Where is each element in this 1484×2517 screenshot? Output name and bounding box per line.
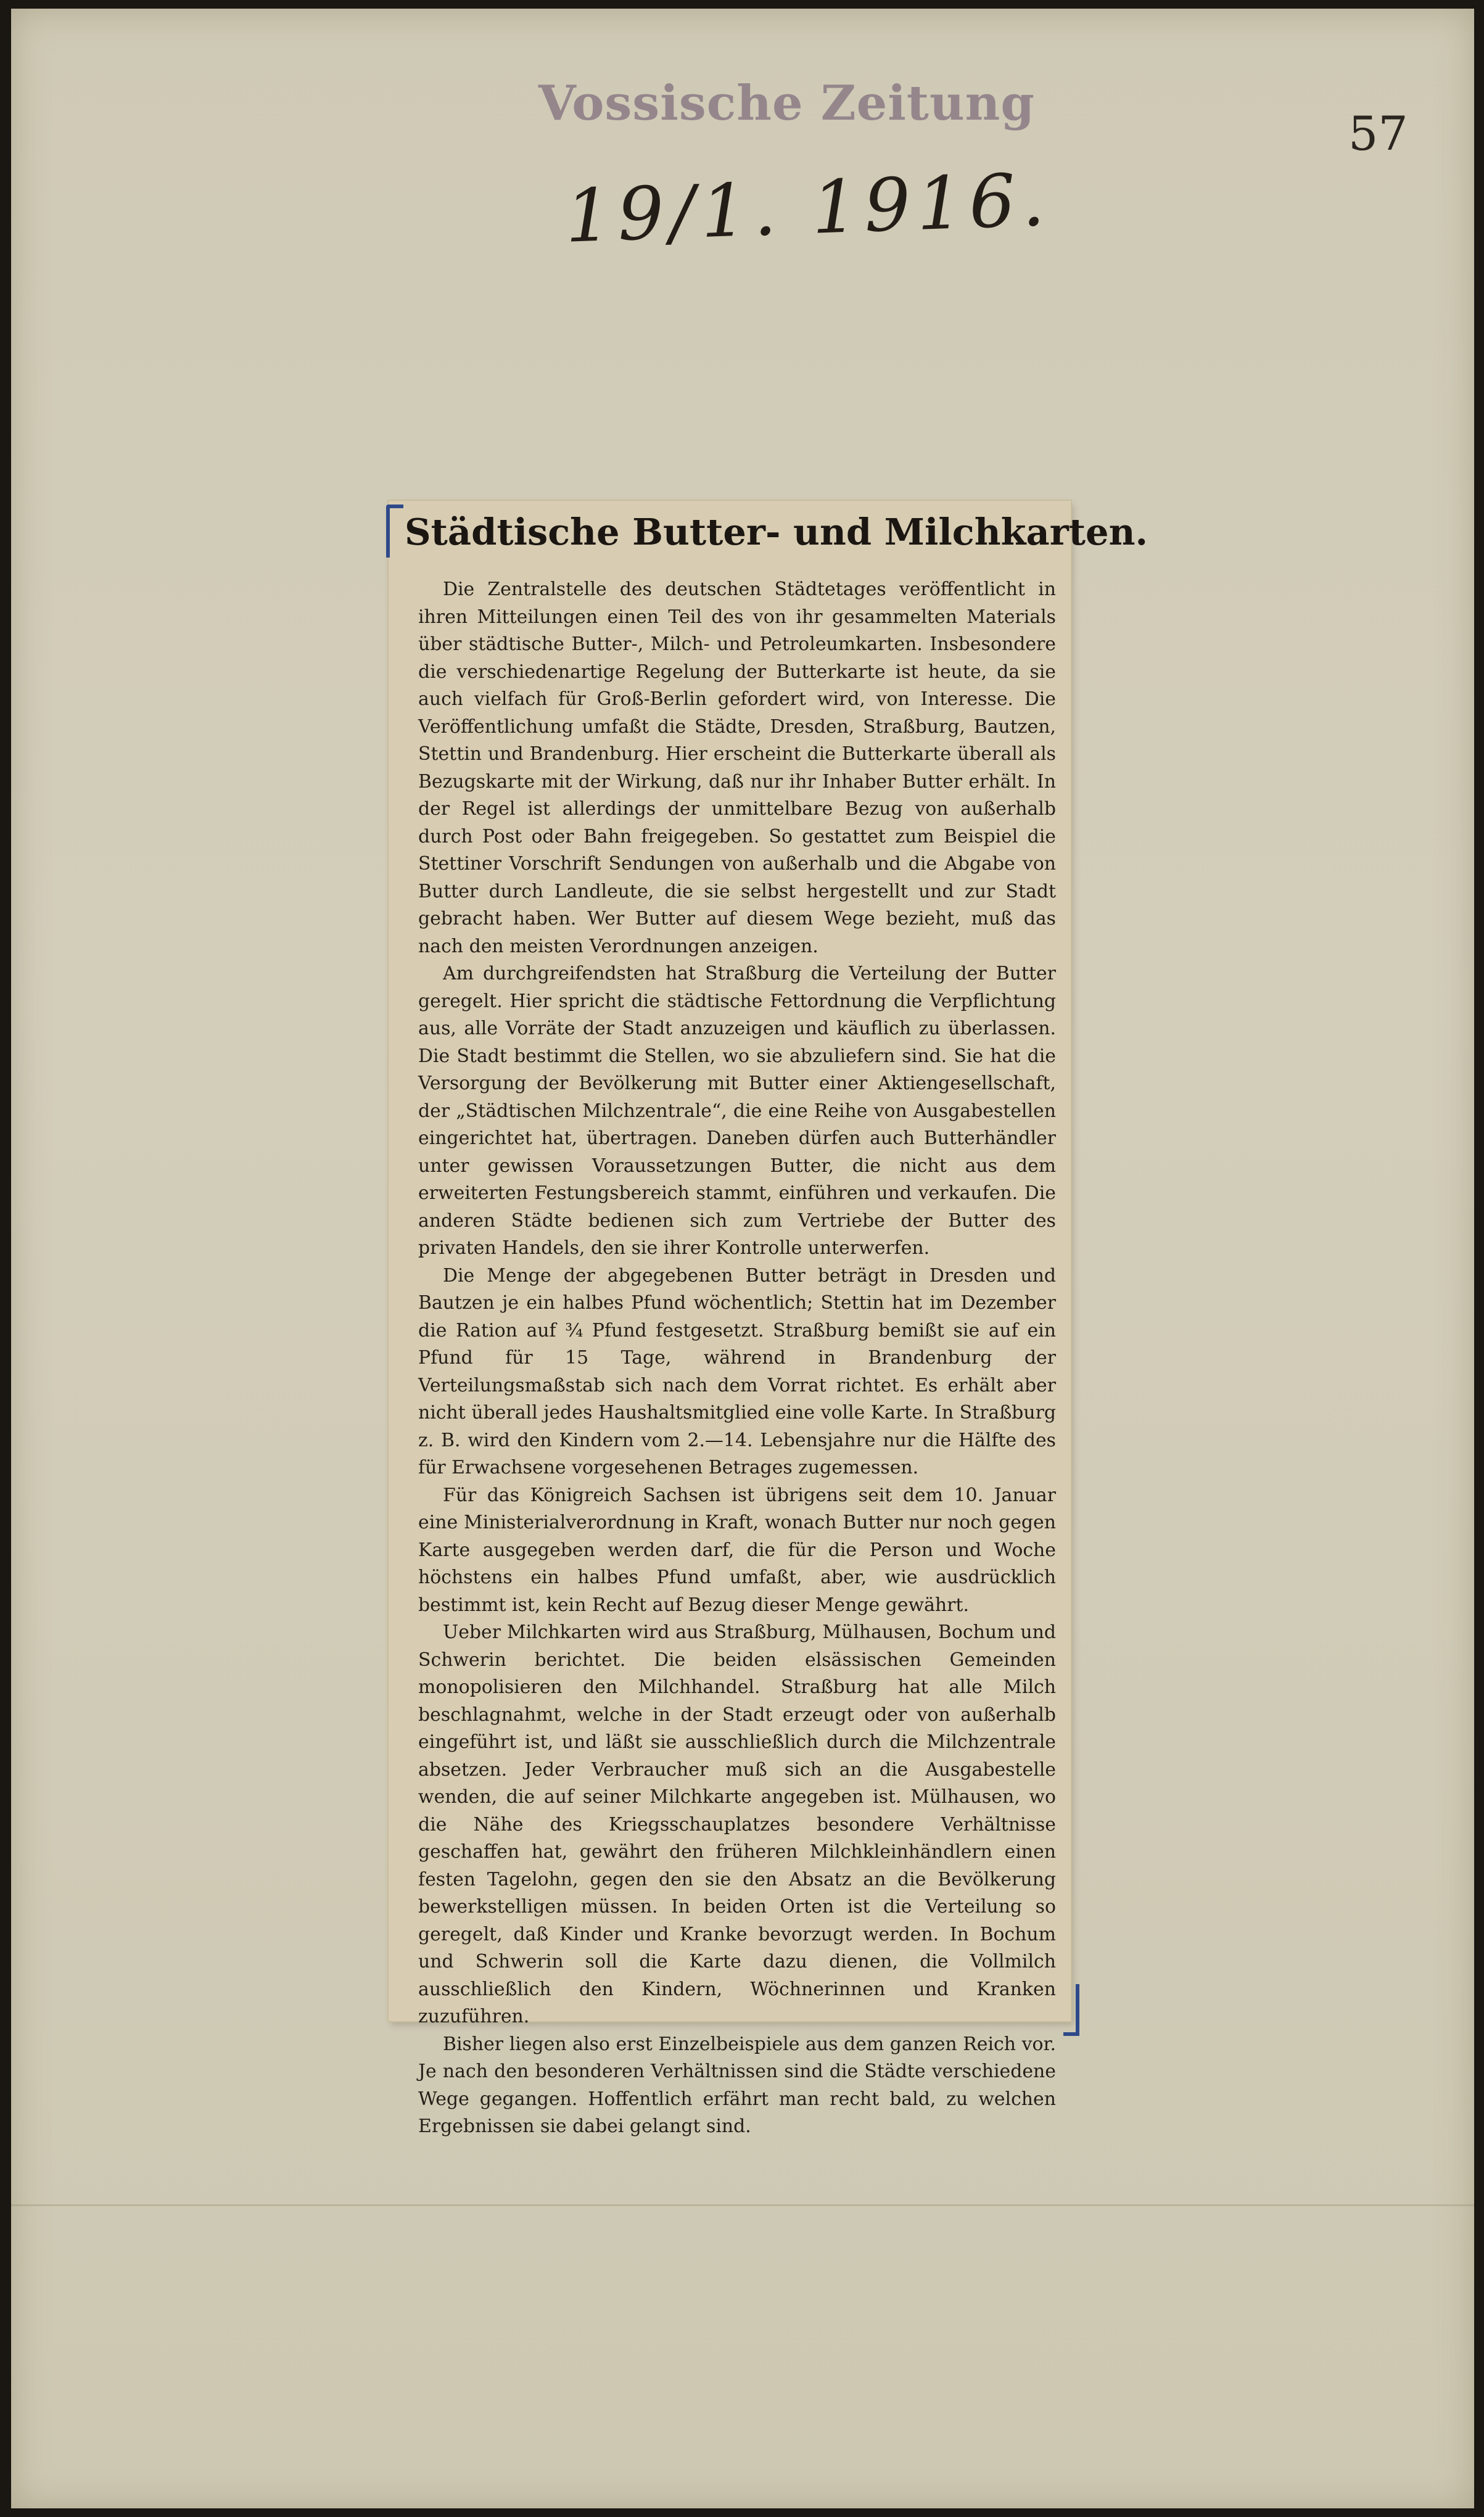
handwritten-date: 19/1. 1916. bbox=[563, 157, 1052, 259]
blue-pencil-mark-start bbox=[386, 505, 403, 558]
article-paragraph: Die Menge der abgegebenen Butter beträgt in Dresden und Bautzen je ein halbes Pfund wöchentlich; Stettin hat im Dezember die Ration auf ¾ Pfund festgesetzt. Straßburg bemißt sie auf ein Pfund für 15 Tage, während in Brandenburg der Verteilungsmaßstab sich nach dem Vorrat richtet. Es erhält aber nicht überall jedes Haushaltsmitglied eine volle Karte. In Straßburg z. B. wird den Kindern vom 2.—14. Lebensjahre nur die Hälfte des für Erwachsene vorgesehenen Betrages zugemessen. bbox=[418, 1264, 1056, 1478]
blue-pencil-mark-end bbox=[1063, 1984, 1079, 2036]
article-paragraph: Ueber Milchkarten wird aus Straßburg, Mülhausen, Bochum und Schwerin berichtet. Die beiden elsässischen Gemeinden monopolisieren den Milchhandel. Straßburg hat alle Milch beschlagnahmt, welche in der Stadt erzeugt oder von außerhalb eingeführt ist, und läßt sie ausschließlich durch die Milchzentrale absetzen. Jeder Verbraucher muß sich an die Ausgabestelle wenden, die auf seiner Milchkarte angegeben ist. Mülhausen, wo die Nähe des Kriegsschauplatzes besondere Verhältnisse geschaffen hat, gewährt den früheren Milchkleinhändlern einen festen Tagelohn, gegen den sie den Absatz an die Bevölkerung bewerkstelligen müssen. In beiden Orten ist die Verteilung so geregelt, daß Kinder und Kranke bevorzugt werden. In Bochum und Schwerin soll die Karte dazu dienen, die Vollmilch ausschließlich den Kindern, Wöchnerinnen und Kranken zuzuführen. bbox=[418, 1621, 1056, 2027]
article-paragraph: Am durchgreifendsten hat Straßburg die Verteilung der Butter geregelt. Hier spricht die städtische Fettordnung die Verpflichtung aus, alle Vorräte der Stadt anzuzeigen und käuflich zu überlassen. Die Stadt bestimmt die Stellen, wo sie abzuliefern sind. Sie hat die Versorgung der Bevölkerung mit Butter einer Aktiengesellschaft, der „Städtischen Milchzentrale“, die eine Reihe von Ausgabestellen eingerichtet hat, übertragen. Daneben dürfen auch Butterhändler unter gewissen Voraussetzungen Butter, die nicht aus dem erweiterten Festungsbereich stammt, einführen und verkaufen. Die anderen Städte bedienen sich zum Vertriebe der Butter des privaten Handels, den sie ihrer Kontrolle unterwerfen. bbox=[418, 963, 1056, 1259]
newspaper-stamp: Vossische Zeitung bbox=[538, 75, 1035, 131]
archive-sheet bbox=[11, 9, 1474, 2508]
article-paragraph: Bisher liegen also erst Einzelbeispiele aus dem ganzen Reich vor. Je nach den besonderen Verhältnissen sind die Städte verschiedene Wege gegangen. Hoffentlich erfährt man recht bald, zu welchen Ergebnissen sie dabei gelangt sind. bbox=[418, 2033, 1056, 2137]
article-body bbox=[418, 576, 1056, 2141]
article-paragraph: Für das Königreich Sachsen ist übrigens seit dem 10. Januar eine Ministerialverordnung in Kraft, wonach Butter nur noch gegen Karte ausgegeben werden darf, die für die Person und Woche höchstens ein halbes Pfund umfaßt, aber, wie ausdrücklich bestimmt ist, kein Recht auf Bezug dieser Menge gewährt. bbox=[418, 1484, 1056, 1616]
paper-fold bbox=[11, 2204, 1474, 2206]
page-number: 57 bbox=[1348, 106, 1408, 161]
article-paragraph: Die Zentralstelle des deutschen Städtetages veröffentlicht in ihren Mitteilungen einen Teil des von ihr gesammelten Materials über städtische Butter-, Milch- und Petroleumkarten. Insbesondere die verschiedenartige Regelung der Butterkarte ist heute, da sie auch vielfach für Groß-Berlin gefordert wird, von Interesse. Die Veröffentlichung umfaßt die Städte, Dresden, Straßburg, Bautzen, Stettin und Brandenburg. Hier erscheint die Butterkarte überall als Bezugskarte mit der Wirkung, daß nur ihr Inhaber Butter erhält. In der Regel ist allerdings der unmittelbare Bezug von außerhalb durch Post oder Bahn freigegeben. So gestattet zum Beispiel die Stettiner Vorschrift Sendungen von außerhalb und die Abgabe von Butter durch Landleute, die sie selbst hergestellt und zur Stadt gebracht haben. Wer Butter auf diesem Wege bezieht, muß das nach den meisten Verordnungen anzeigen. bbox=[418, 579, 1056, 957]
newspaper-clipping bbox=[389, 501, 1148, 2137]
article-headline: Städtische Butter- und Milchkarten. bbox=[405, 511, 1148, 553]
